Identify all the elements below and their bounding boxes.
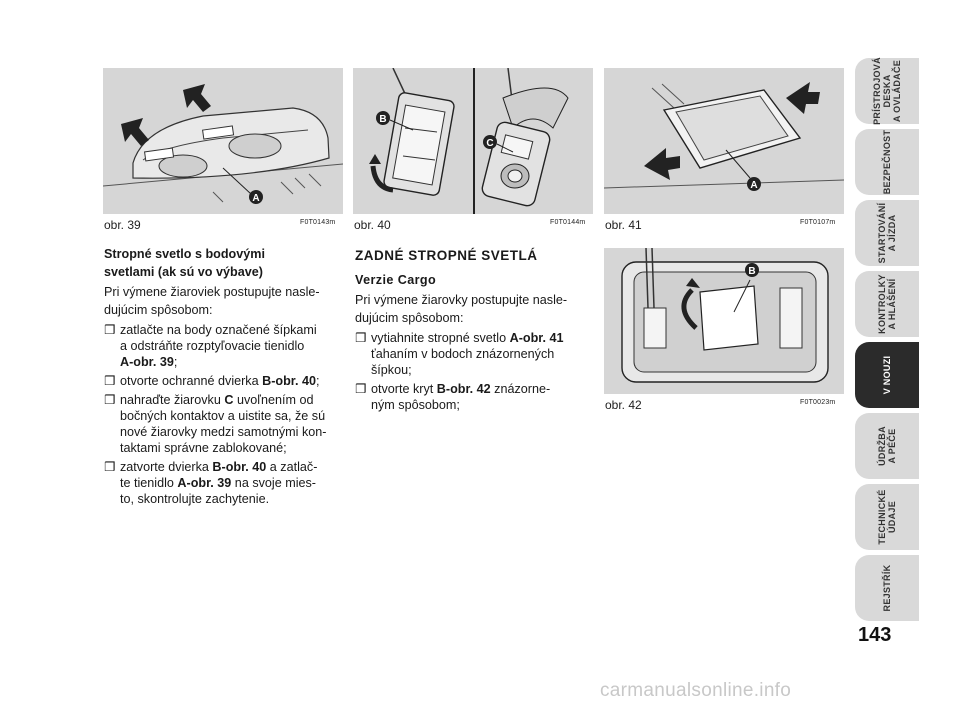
figure-42-image — [604, 248, 844, 394]
step-pull-lamp: ❒ vytiahnite stropné svetlo A-obr. 41 ťahaním v bodoch znázornených šípkou; — [355, 331, 564, 377]
step-open-cover: ❒ otvorte kryt B-obr. 42 znázorne- ným spôsobom; — [355, 382, 551, 412]
reference-b-obr-42: B-obr. 42 — [436, 382, 491, 396]
reference-a-obr-39: A-obr. 39 — [120, 355, 174, 369]
figure-39-label-a: A — [252, 193, 260, 204]
step-close-door: ❒ zatvorte dvierka B-obr. 40 a zatlač- te tienidlo A-obr. 39 na svoje mies- to, skontrolujte zachytenie. — [104, 460, 318, 506]
reference-c: C — [224, 393, 234, 407]
step-replace-bulb: ❒ nahraďte žiarovku C uvoľnením od bočných kontaktov a uistite sa, že sú nové žiarovky medzi samotnými kon- taktami správne zablokované; — [104, 393, 327, 455]
tab-pristrojova-deska[interactable]: PRÍSTROJOVÁ DESKA A OVLÁDAČE — [855, 58, 919, 124]
section-title-line2: svetlami (ak sú vo výbave) — [104, 265, 263, 279]
figure-40-label-b: B — [379, 114, 387, 125]
figure-39-caption: obr. 39 — [104, 218, 141, 232]
figure-42-code: F0T0023m — [800, 399, 836, 406]
reference-b-obr-40: B-obr. 40 — [262, 374, 317, 388]
bullet-box-icon: ❒ — [104, 460, 116, 474]
figure-41-code: F0T0107m — [800, 219, 836, 226]
figure-42-caption: obr. 42 — [605, 398, 642, 412]
figure-41-label-a: A — [750, 180, 758, 191]
tab-udrzba[interactable]: ÚDRŽBA A PÉČE — [855, 413, 919, 479]
cargo-lamp-illustration — [604, 68, 844, 214]
middle-column — [355, 248, 593, 416]
watermark: carmanualsonline.info — [600, 680, 792, 701]
figure-40-label-c: C — [486, 138, 494, 149]
left-column — [104, 246, 342, 510]
intro-line1: Pri výmene žiaroviek postupujte nasle- — [104, 285, 320, 299]
bullet-box-icon: ❒ — [104, 323, 116, 337]
page-number: 143 — [858, 624, 892, 646]
bullet-box-icon: ❒ — [104, 374, 116, 388]
rear-lamp-illustration — [353, 68, 593, 214]
tab-rejstrik[interactable]: REJSTŘÍK — [855, 555, 919, 621]
figure-41-image — [604, 68, 844, 214]
figure-40-caption: obr. 40 — [354, 218, 391, 232]
bullet-box-icon: ❒ — [355, 331, 367, 345]
tab-bezpecnost[interactable]: BEZPEČNOST — [855, 129, 919, 195]
tab-v-nouzi[interactable]: V NOUZI — [855, 342, 919, 408]
intro-line2: dujúcim spôsobom: — [104, 303, 213, 317]
reference-a-obr-41: A-obr. 41 — [509, 331, 564, 345]
figure-39-image — [103, 68, 343, 214]
roof-lamp-illustration — [103, 68, 343, 214]
step-press-points: ❒ zatlačte na body označené šípkami a odstráňte rozptyľovacie tienidlo A-obr. 39; — [104, 323, 317, 369]
tab-startovani[interactable]: STARTOVÁNÍ A JÍZDA — [855, 200, 919, 266]
figure-40-code: F0T0144m — [550, 219, 586, 226]
lamp-cover-illustration — [604, 248, 844, 394]
reference-b-obr-40: B-obr. 40 — [212, 460, 267, 474]
intro-line2: dujúcim spôsobom: — [355, 311, 464, 325]
tab-technicke-udaje[interactable]: TECHNICKÉ ÚDAJE — [855, 484, 919, 550]
tab-kontrolky[interactable]: KONTROLKY A HLÁŠENÍ — [855, 271, 919, 337]
figure-41-caption: obr. 41 — [605, 218, 642, 232]
bullet-box-icon: ❒ — [104, 393, 116, 407]
figure-40-image — [353, 68, 593, 214]
figure-39-code: F0T0143m — [300, 219, 336, 226]
bullet-box-icon: ❒ — [355, 382, 367, 396]
step-open-door: ❒ otvorte ochranné dvierka B-obr. 40; — [104, 374, 320, 388]
section-subheading: Verzie Cargo — [355, 273, 437, 287]
reference-a-obr-39: A-obr. 39 — [177, 476, 232, 490]
figure-42-label-b: B — [748, 266, 756, 277]
intro-line1: Pri výmene žiarovky postupujte nasle- — [355, 293, 568, 307]
section-heading: ZADNÉ STROPNÉ SVETLÁ — [355, 248, 538, 263]
section-title-line1: Stropné svetlo s bodovými — [104, 247, 265, 261]
